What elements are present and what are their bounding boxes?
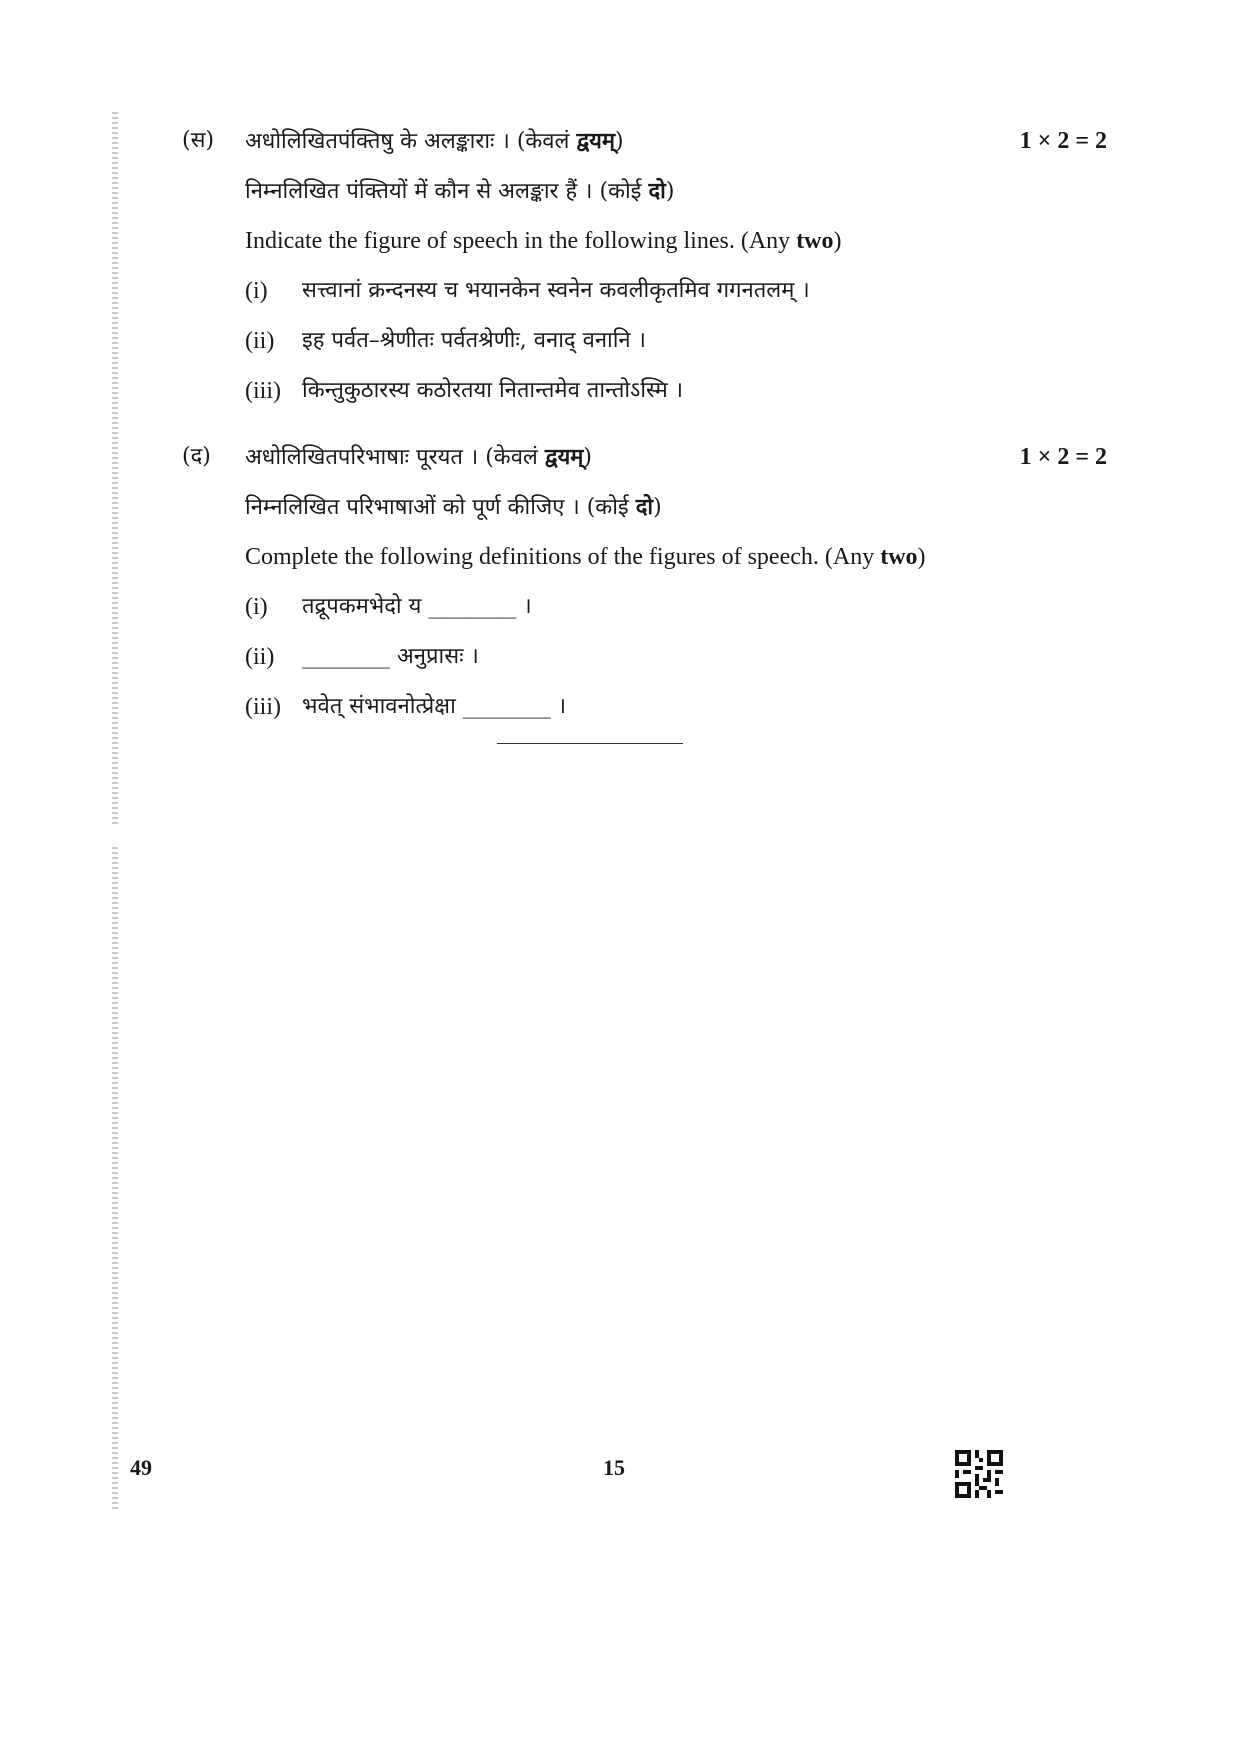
section-d-item	[182, 592, 1122, 642]
section-s-english-row	[182, 226, 1122, 276]
section-d-heading-sanskrit: अधोलिखितपरिभाषाः पूरयत । (केवलं द्वयम्)	[245, 444, 593, 470]
section-s-marks: 1 × 2 = 2	[1019, 128, 1107, 154]
section-s-hindi-row	[182, 176, 1122, 226]
section-s-item-number: (ii)	[245, 328, 275, 354]
section-d-item-text: भवेत् संभावनोत्प्रेक्षा ________ ।	[302, 694, 567, 719]
question-section-d	[182, 442, 1122, 742]
section-d-item	[182, 692, 1122, 742]
page-number: 15	[603, 1455, 625, 1480]
section-d-item-number: (iii)	[245, 694, 281, 720]
section-s-label: (स)	[182, 128, 215, 153]
section-d-heading-english: Complete the following definitions of the figures of speech. (Any two)	[245, 544, 926, 570]
section-d-item-text: तद्रूपकमभेदो य ________ ।	[302, 594, 532, 619]
section-d-label: (द)	[182, 444, 211, 469]
section-s-item-text: इह पर्वत–श्रेणीतः पर्वतश्रेणीः, वनाद् वनानि ।	[302, 328, 646, 353]
section-s-item-number: (i)	[245, 278, 268, 304]
section-d-item-number: (ii)	[245, 644, 275, 670]
section-d-heading-hindi: निम्नलिखित परिभाषाओं को पूर्ण कीजिए । (कोई दो)	[245, 494, 662, 520]
section-d-heading-row	[182, 442, 1122, 492]
section-s-item-text: सत्त्वानां क्रन्दनस्य च भयानकेन स्वनेन कवलीकृतमिव गगनतलम् ।	[302, 278, 810, 303]
section-d-marks: 1 × 2 = 2	[1019, 444, 1107, 470]
question-section-s	[182, 126, 1122, 426]
qr-code-icon	[955, 1450, 1003, 1498]
section-s-heading-sanskrit: अधोलिखितपंक्तिषु के अलङ्काराः । (केवलं द्वयम्)	[245, 128, 624, 154]
end-of-section-rule	[497, 743, 683, 744]
section-s-item	[182, 276, 1122, 326]
section-d-item-number: (i)	[245, 594, 268, 620]
section-s-item	[182, 326, 1122, 376]
margin-print-strip	[112, 112, 118, 1512]
section-s-heading-english: Indicate the figure of speech in the following lines. (Any two)	[245, 228, 842, 254]
section-s-item-text: किन्तुकुठारस्य कठोरतया नितान्तमेव तान्तोऽस्मि ।	[302, 378, 684, 403]
section-d-english-row	[182, 542, 1122, 592]
section-s-heading-hindi: निम्नलिखित पंक्तियों में कौन से अलङ्कार हैं । (कोई दो)	[245, 178, 675, 204]
section-s-heading-row	[182, 126, 1122, 176]
section-d-item	[182, 642, 1122, 692]
paper-code: 49	[130, 1455, 152, 1480]
section-d-item-text: ________ अनुप्रासः ।	[302, 644, 479, 669]
margin-strip-gap	[108, 825, 122, 847]
section-s-item-number: (iii)	[245, 378, 281, 404]
section-d-hindi-row	[182, 492, 1122, 542]
section-s-item	[182, 376, 1122, 426]
